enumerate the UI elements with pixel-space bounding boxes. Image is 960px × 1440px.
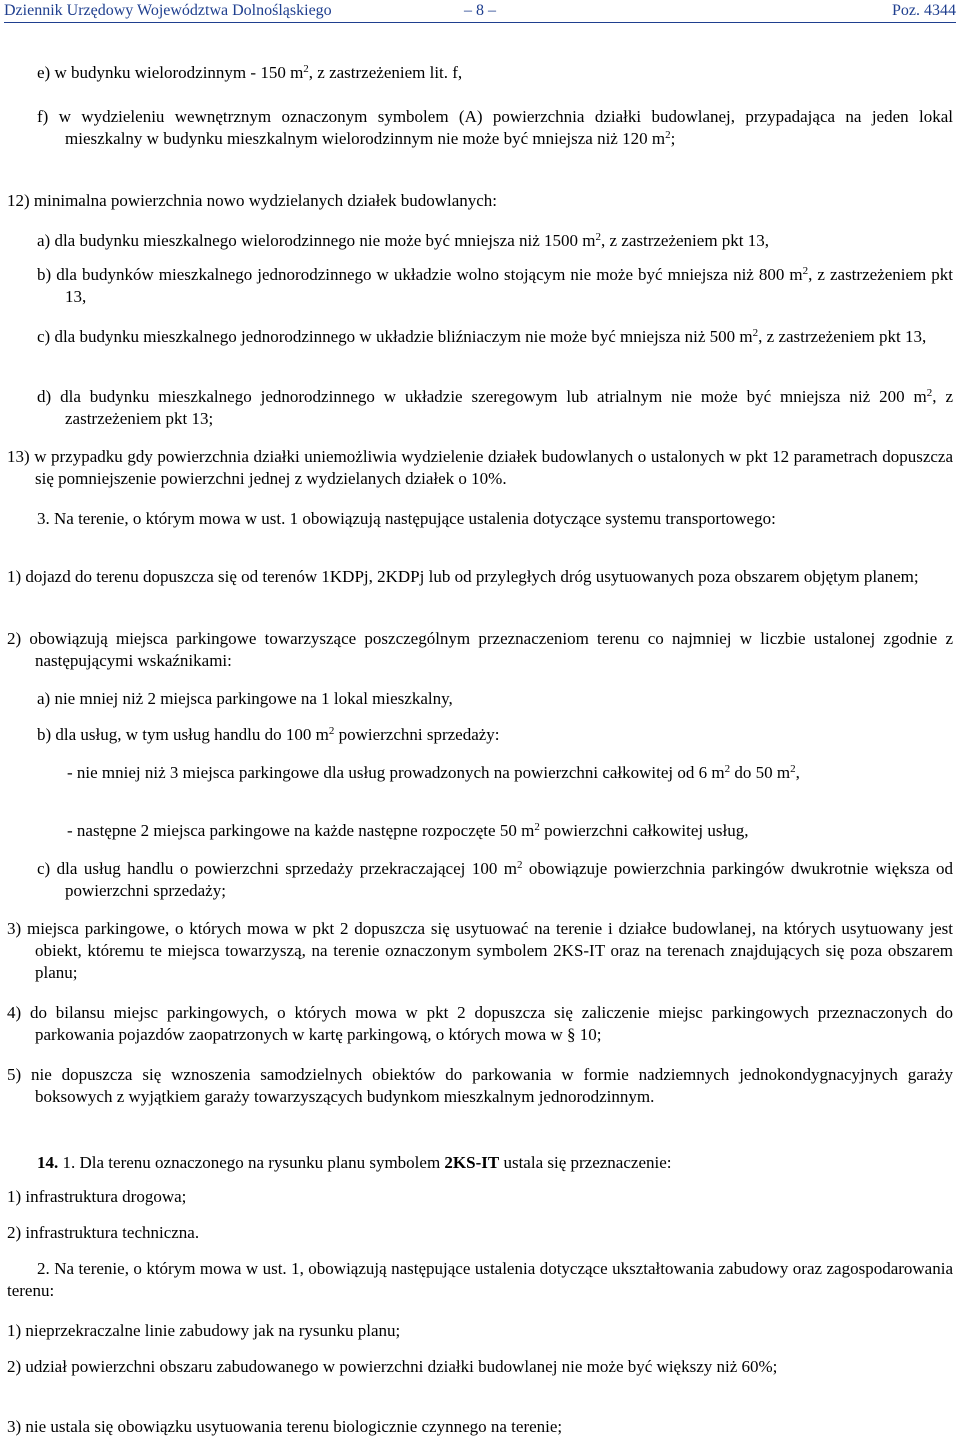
item-e: e) w budynku wielorodzinnym - 150 $m^2$, z zastrzeżeniem lit. f, bbox=[37, 63, 463, 82]
transport-2-b-dash-1: - nie mniej niż 3 miejsca parkingowe dla usług prowadzonych na powierzchni całkowitej od 6 $m^2$ do 50 $m^2$, bbox=[67, 763, 800, 782]
page-header bbox=[4, 0, 956, 23]
point-12: 12) minimalna powierzchnia nowo wydzielanych działek budowlanych: bbox=[7, 191, 498, 210]
development-3: 3) nie ustala się obowiązku usytuowania terenu biologicznie czynnego na terenie; bbox=[7, 1417, 563, 1436]
development-1: 1) nieprzekraczalne linie zabudowy jak na rysunku planu; bbox=[7, 1321, 401, 1340]
point-13: 13) w przypadku gdy powierzchnia działki uniemożliwia wydzielenie działek budowlanych o ustalonych w pkt 12 parametrach dopuszcza się pomniejszenie powierzchni jednej z wydzielanych działek o 10%. bbox=[7, 447, 953, 488]
section-14-ust-2: 2. Na terenie, o którym mowa w ust. 1, obowiązują następujące ustalenia dotyczące ukształtowania zabudowy oraz zagospodarowania terenu: bbox=[7, 1259, 953, 1300]
point-12-a: a) dla budynku mieszkalnego wielorodzinnego nie może być mniejsza niż 1500 $m^2$, z zastrzeżeniem pkt 13, bbox=[37, 231, 770, 250]
transport-2: 2) obowiązują miejsca parkingowe towarzyszące poszczególnym przeznaczeniom terenu co najmniej w liczbie ustalonej zgodnie z następującymi wskaźnikami: bbox=[7, 629, 953, 670]
transport-1: 1) dojazd do terenu dopuszcza się od terenów 1KDPj, 2KDPj lub od przyległych dróg usytuowanych poza obszarem objętym planem; bbox=[7, 567, 919, 586]
page-number: – 8 – bbox=[464, 2, 496, 19]
transport-4: 4) do bilansu miejsc parkingowych, o których mowa w pkt 2 dopuszcza się zaliczenie miejsc parkingowych przeznaczonych do parkowania pojazdów zaopatrzonych w kartę parkingową, o których mowa w § 10; bbox=[7, 1003, 953, 1044]
point-12-c: c) dla budynku mieszkalnego jednorodzinnego w układzie bliźniaczym nie może być mniejsza niż 500 $m^2$, z zastrzeżeniem pkt 13, bbox=[37, 327, 927, 346]
point-12-b: b) dla budynków mieszkalnego jednorodzinnego w układzie wolno stojącym nie może być mniejsza niż 800 $m^2$, z zastrzeżeniem pkt 13, bbox=[37, 265, 953, 306]
journal-title: Dziennik Urzędowy Województwa Dolnośląskiego bbox=[4, 2, 332, 19]
item-f: f) w wydzieleniu wewnętrznym oznaczonym symbolem (A) powierzchnia działki budowlanej, przypadająca na jeden lokal mieszkalny w budynku mieszkalnym wielorodzinnym nie może być mniejsza niż 120 $m^2$; bbox=[37, 107, 953, 148]
transport-2-b: b) dla usług, w tym usług handlu do 100 $m^2$ powierzchni sprzedaży: bbox=[37, 725, 500, 744]
transport-2-a: a) nie mniej niż 2 miejsca parkingowe na 1 lokal mieszkalny, bbox=[37, 689, 453, 708]
section-14-item-2: 2) infrastruktura techniczna. bbox=[7, 1223, 200, 1242]
transport-5: 5) nie dopuszcza się wznoszenia samodzielnych obiektów do parkowania w formie nadziemnych jednokondygnacyjnych garaży boksowych z wyjątkiem garaży towarzyszących budynkom mieszkalnym jednorodzinnym. bbox=[7, 1065, 953, 1106]
transport-3: 3) miejsca parkingowe, o których mowa w pkt 2 dopuszcza się usytuować na terenie i działce budowlanej, na których usytuowany jest obiekt, któremu te miejsca towarzyszą, na terenie oznaczonym symbolem 2KS-IT oraz na terenach znajdujących się poza obszarem planu; bbox=[7, 919, 953, 982]
position-number: Poz. 4344 bbox=[892, 2, 956, 19]
development-2: 2) udział powierzchni obszaru zabudowanego w powierzchni działki budowlanej nie może być większy niż 60%; bbox=[7, 1357, 778, 1376]
section-14-heading: 14. 1. Dla terenu oznaczonego na rysunku planu symbolem 2KS-IT ustala się przeznaczenie: bbox=[37, 1153, 672, 1172]
section-14-item-1: 1) infrastruktura drogowa; bbox=[7, 1187, 187, 1206]
point-12-d: d) dla budynku mieszkalnego jednorodzinnego w układzie szeregowym lub atrialnym nie może być mniejsza niż 200 $m^2$, z zastrzeżeniem pkt 13; bbox=[37, 387, 953, 428]
transport-2-b-dash-2: - następne 2 miejsca parkingowe na każde następne rozpoczęte 50 $m^2$ powierzchni całkowitej usług, bbox=[67, 821, 749, 840]
transport-2-c: c) dla usług handlu o powierzchni sprzedaży przekraczającej 100 $m^2$ obowiązuje powierzchnia parkingów dwukrotnie większa od powierzchni sprzedaży; bbox=[37, 859, 953, 900]
section-3: 3. Na terenie, o którym mowa w ust. 1 obowiązują następujące ustalenia dotyczące systemu transportowego: bbox=[37, 509, 776, 528]
